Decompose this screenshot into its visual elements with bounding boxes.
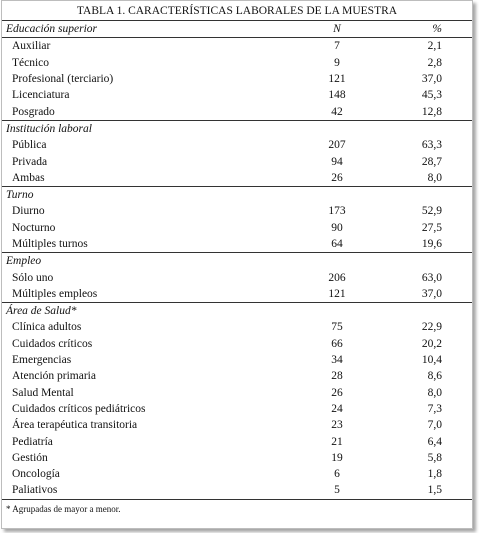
table-row	[2, 153, 472, 169]
table-header-row	[2, 21, 472, 38]
table-row	[2, 466, 472, 482]
row-label: Clínica adultos	[12, 321, 82, 334]
row-count: 121	[328, 73, 346, 86]
row-count: 94	[331, 155, 343, 168]
section-header: Empleo	[2, 253, 472, 270]
row-percent: 63,0	[421, 271, 442, 284]
section-header-row	[2, 120, 472, 137]
row-count: 90	[331, 221, 343, 234]
row-label: Nocturno	[12, 221, 56, 234]
table-row	[2, 71, 472, 87]
row-percent: 37,0	[421, 73, 442, 86]
row-percent: 52,9	[421, 205, 442, 218]
row-count: 206	[328, 271, 346, 284]
row-count: 19	[331, 451, 343, 464]
table-row	[2, 368, 472, 384]
row-label: Pública	[12, 139, 47, 152]
row-percent: 20,2	[421, 337, 442, 350]
table-title: TABLA 1. CARACTERÍSTICAS LABORALES DE LA MUESTRA	[76, 5, 398, 17]
table-row	[2, 286, 472, 303]
row-percent: 8,0	[427, 171, 442, 184]
row-label: Profesional (terciario)	[12, 73, 114, 86]
table-row	[2, 170, 472, 187]
table-footnote: * Agrupadas de mayor a menor.	[6, 503, 121, 514]
section-header: Turno	[2, 186, 472, 203]
section-header: Educación superior	[2, 21, 302, 38]
table-row	[2, 482, 472, 499]
row-count: 26	[331, 386, 343, 399]
row-label: Paliativos	[2, 482, 302, 499]
row-percent: 19,6	[421, 238, 442, 250]
row-percent: 22,9	[421, 321, 442, 334]
row-count: 21	[331, 435, 343, 448]
row-percent: 8,0	[427, 386, 442, 399]
table-row	[2, 433, 472, 449]
row-count: 121	[328, 287, 346, 300]
row-label: Emergencias	[12, 354, 72, 367]
row-count: 42	[331, 105, 343, 118]
row-label: Oncología	[12, 468, 60, 481]
row-percent: 37,0	[421, 287, 442, 300]
row-percent: 1,8	[427, 468, 442, 481]
row-label: Gestión	[12, 451, 48, 464]
row-percent: 7,3	[427, 402, 442, 415]
row-label: Auxiliar	[12, 40, 51, 53]
row-percent: 27,5	[421, 221, 442, 234]
section-header-row	[2, 186, 472, 203]
row-count: 26	[331, 171, 343, 184]
section-header: Institución laboral	[2, 120, 472, 137]
row-count: 173	[328, 205, 346, 218]
column-header-n: N	[302, 21, 372, 38]
column-header-percent: %	[372, 21, 472, 38]
row-percent: 5,8	[427, 451, 442, 464]
row-percent: 8,6	[427, 370, 442, 383]
row-count: 28	[331, 370, 343, 383]
table-row	[2, 450, 472, 466]
row-label: Múltiples turnos	[12, 238, 88, 250]
row-count: 34	[331, 354, 343, 367]
table-row	[2, 137, 472, 153]
table-row	[2, 87, 472, 103]
row-percent: 7,0	[427, 419, 442, 432]
section-header: Área de Salud*	[2, 303, 472, 320]
row-percent: 2,8	[427, 56, 442, 69]
row-label: Sólo uno	[12, 271, 54, 284]
row-count: 75	[331, 321, 343, 334]
row-label: Cuidados críticos pediátricos	[12, 402, 146, 415]
table-figure	[1, 0, 473, 529]
row-label: Salud Mental	[12, 386, 74, 399]
table-row	[2, 352, 472, 368]
table-row	[2, 401, 472, 417]
row-label: Técnico	[12, 56, 50, 69]
row-count: 6	[334, 468, 340, 481]
table-row	[2, 220, 472, 236]
row-count: 64	[331, 238, 343, 250]
row-percent: 45,3	[421, 89, 442, 102]
row-label: Ambas	[12, 171, 45, 184]
row-label: Licenciatura	[12, 89, 70, 102]
table-row	[2, 38, 472, 55]
row-count: 23	[331, 419, 343, 432]
row-label: Cuidados críticos	[12, 337, 93, 350]
row-percent: 10,4	[421, 354, 442, 367]
row-percent: 63,3	[421, 139, 442, 152]
table-row	[2, 55, 472, 71]
table-row	[2, 385, 472, 401]
section-header-row	[2, 303, 472, 320]
row-label: Atención primaria	[12, 370, 96, 383]
row-label: Área terapéutica transitoria	[12, 419, 138, 432]
row-count: 5	[302, 482, 372, 499]
table-row	[2, 336, 472, 352]
table-row	[2, 319, 472, 335]
row-count: 7	[334, 40, 340, 53]
row-count: 24	[331, 402, 343, 415]
table-row	[2, 417, 472, 433]
row-percent: 6,4	[427, 435, 442, 448]
table-row	[2, 103, 472, 120]
row-count: 9	[334, 56, 340, 69]
row-count: 207	[328, 139, 346, 152]
characteristics-table	[2, 20, 472, 500]
section-header-row	[2, 253, 472, 270]
table-row	[2, 203, 472, 219]
table-row	[2, 236, 472, 253]
row-label: Privada	[12, 155, 48, 168]
row-label: Posgrado	[12, 105, 55, 118]
row-label: Diurno	[12, 205, 45, 218]
row-percent: 12,8	[421, 105, 442, 118]
table-row	[2, 269, 472, 285]
row-percent: 2,1	[427, 40, 442, 53]
row-label: Múltiples empleos	[12, 287, 98, 300]
row-count: 148	[328, 89, 346, 102]
row-label: Pediatría	[12, 435, 53, 448]
row-percent: 1,5	[372, 482, 472, 499]
row-count: 66	[331, 337, 343, 350]
row-percent: 28,7	[421, 155, 442, 168]
